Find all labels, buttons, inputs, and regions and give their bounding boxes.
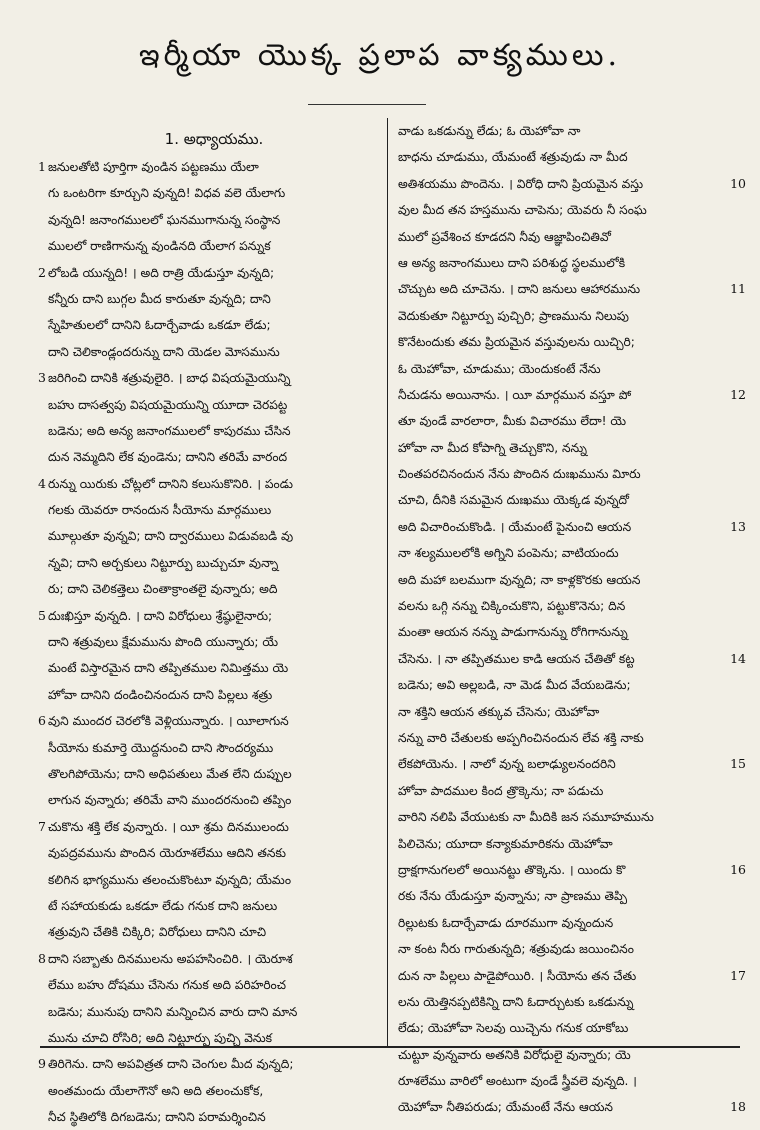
line-text: నీచుడను అయినాను. । యీ మార్గమున వస్తూ పో <box>398 387 632 402</box>
text-line <box>38 1051 380 1077</box>
line-text: శత్రువుని చేతికి చిక్కిరి; విరోధులు దానిని చూచి <box>48 925 267 940</box>
text-line <box>48 392 380 418</box>
verse-number: 10 <box>730 175 746 191</box>
text-line <box>398 725 712 751</box>
verse-number: 1 <box>38 159 46 174</box>
text-line <box>398 936 712 962</box>
line-text: ములలో రాణిగానున్న వుండినది యేలాగ పన్నుక <box>48 239 271 254</box>
line-text: యెహోవా నీతిపరుడు; యేమంటే నేను ఆయన <box>398 1100 613 1115</box>
line-text: నా శల్యములలోకి అగ్నిని పంపెను; వాటియందు <box>398 546 619 561</box>
line-text: రకు నేను యేడుస్తూ వున్నాను; నా ప్రాణము తెప్పి <box>398 889 628 904</box>
text-line <box>48 840 380 866</box>
line-text: సీయోను కుమార్తె యొద్దనుంచి దాని సౌందర్యము <box>48 740 274 755</box>
text-line <box>48 418 380 444</box>
verse-number: 14 <box>730 650 746 666</box>
text-line <box>398 989 712 1015</box>
right-column-lines <box>398 118 746 1121</box>
line-text: దుఃఖిస్తూ వున్నది. । దాని విరోధులు శ్రేష్ఠులైనారు; <box>48 608 273 623</box>
line-text: ఆ అన్య జనాంగములు దాని పరిశుద్ధ స్థలములోకి <box>398 255 626 270</box>
line-text: వుపద్రవమును పొందిన యెరూశలేము ఆదిని తనకు <box>48 846 286 861</box>
line-text: కలిగిన భాగ్యమును తలంచుకొంటూ వున్నది; యేమం <box>48 872 292 887</box>
text-line <box>48 761 380 787</box>
line-text: వాడు ఒకడున్ను లేడు; ఓ యెహోవా నా <box>398 124 581 138</box>
text-line <box>38 708 380 734</box>
text-line <box>398 1068 712 1094</box>
line-text: బడెను; మునుపు దానిని మన్నించిన వారు దాని మాన <box>48 1004 298 1019</box>
line-text: దున నెమ్మదిని లేక వుండెను; దానిని తరిమే వారంద <box>48 450 288 465</box>
text-line <box>398 118 712 144</box>
line-text: చుట్టూ వున్నవారు అతనికి విరోధులై వున్నారు; యె <box>398 1047 631 1062</box>
verse-number: 2 <box>38 264 46 280</box>
line-text: టే సహాయకుడు ఒకడూ లేడు గనుక దాని జనులు <box>48 898 278 913</box>
text-line <box>48 682 380 708</box>
text-line <box>398 646 746 672</box>
line-text: గు ఒంటరిగా కూర్చుని వున్నది! విధవ వలె యేలాగు <box>48 186 286 201</box>
page-title: ఇర్మీయా యొక్క ప్రలాప వాక్యములు. <box>138 38 622 73</box>
text-line <box>48 867 380 893</box>
text-line <box>398 144 712 170</box>
line-text: దాని చెలికాండ్లందరున్ను దాని యెడల మోసమును <box>48 344 280 359</box>
text-line <box>398 672 712 698</box>
line-text: ఓ యెహోవా, చూడుము; యెందుకంటే నేను <box>398 361 601 376</box>
text-line <box>398 699 712 725</box>
line-text: నా శక్తిని ఆయన తక్కువ చేసెను; యెహోవా <box>398 704 600 719</box>
text-line <box>48 787 380 813</box>
line-text: రిల్లుటకు ఓదార్చేవాడు దూరముగా వున్నందున <box>398 915 614 930</box>
text-line <box>398 197 712 223</box>
line-text: బడెను; అది అన్య జనాంగములలో కాపురము చేసిన <box>48 423 291 438</box>
text-line <box>48 550 380 576</box>
verse-number: 11 <box>730 281 746 297</box>
verse-number: 3 <box>38 370 46 386</box>
line-text: అది మహా బలముగా వున్నది; నా కాళ్లకొరకు ఆయన <box>398 572 641 587</box>
text-line <box>38 365 380 391</box>
text-line <box>398 910 712 936</box>
text-line <box>48 919 380 945</box>
line-text: మును చూచి రోసిరి; అది నిట్టూర్పు పుచ్చి వెనుక <box>48 1030 273 1045</box>
line-text: లాగున వున్నారు; తరిమే వాని ముందరనుంచి తప్పిం <box>48 793 292 808</box>
text-line <box>38 603 380 629</box>
line-text: మంటే విస్తారమైన దాని తప్పితముల నిమిత్తము యె <box>48 661 289 676</box>
line-text: నా కంట నీరు గారుతున్నది; శత్రువుడు జయించినం <box>398 942 634 957</box>
line-text: చొచ్చుట అది చూచెను. । దాని జనులు ఆహారమును <box>398 282 641 297</box>
text-line <box>398 857 746 883</box>
line-text: చేసెను. । నా తప్పితముల కాడి ఆయన చేతితో కట్ట <box>398 651 635 666</box>
verse-number: 15 <box>730 756 746 772</box>
verse-number: 12 <box>730 386 746 402</box>
verse-number: 18 <box>730 1099 746 1115</box>
text-line <box>48 286 380 312</box>
text-line <box>48 312 380 338</box>
line-text: లేకపోయెను. । నాలో వున్న బలాఢ్యులనందరిని <box>398 757 616 772</box>
line-text: అతిశయము పొందెను. । విరోధి దాని ప్రియమైన వస్తు <box>398 176 644 191</box>
text-line <box>48 893 380 919</box>
text-line <box>48 576 380 602</box>
verse-number: 17 <box>730 967 746 983</box>
line-text: పిలిచెను; యూదా కన్యాకుమారికను యెహోవా <box>398 836 613 851</box>
line-text: తిరిగెను. దాని అపవిత్రత దాని చెంగుల మీద వున్నది; <box>48 1057 294 1072</box>
bottom-rule <box>40 1046 740 1048</box>
text-line <box>398 382 746 408</box>
text-line <box>398 435 712 461</box>
text-line <box>398 751 746 777</box>
text-line <box>48 233 380 259</box>
line-text: మూల్గుతూ వున్నవి; దాని ద్వారములు విడువబడి వు <box>48 529 294 544</box>
line-text: దాని శత్రువులు క్షేమమును పొంది యున్నారు; యే <box>48 635 279 650</box>
line-text: ములో ప్రవేశించ కూడదని నీవు ఆజ్ఞాపించితివో <box>398 229 611 244</box>
line-text: హోవా పాదముల కింద త్రొక్కెను; నా పడుచు <box>398 783 604 798</box>
text-line <box>398 514 746 540</box>
line-text: అంతమందు యేలాగౌనో అని అది తలంచుకోక, <box>48 1083 264 1098</box>
line-text: దున నా పిల్లలు పాడైపోయిరి. । సీయోను తన చేతు <box>398 968 637 983</box>
text-line <box>48 735 380 761</box>
text-line <box>38 260 380 286</box>
left-column-lines <box>38 154 380 1130</box>
line-text: నీచ స్థితిలోకి దిగబడెను; దానిని పరామర్శించిన <box>48 1110 266 1125</box>
text-line <box>48 207 380 233</box>
text-line <box>398 567 712 593</box>
text-line <box>48 655 380 681</box>
text-line <box>38 154 380 180</box>
title-underline <box>308 104 426 105</box>
verse-number: 16 <box>730 861 746 877</box>
line-text: చింతపరచినందున నేను పొందిన దుఃఖమును విూరు <box>398 467 641 482</box>
line-text: బహు దాసత్వపు విషయమైయున్ని యూదా చెరపట్ట <box>48 397 288 412</box>
text-line <box>48 339 380 365</box>
line-text: తొలగిపోయెను; దాని అధిపతులు మేత లేని దుప్పుల <box>48 766 292 781</box>
text-line <box>398 963 746 989</box>
text-line <box>398 461 712 487</box>
line-text: బాధను చూడుము, యేమంటే శత్రువుడు నా మీద <box>398 150 628 165</box>
line-text: న్నవి; దాని అర్చకులు నిట్టూర్పు బుచ్చుచూ వున్నా <box>48 555 279 570</box>
text-line <box>398 303 712 329</box>
line-text: వుని ముందర చెరలోకి వెళ్లియున్నారు. । యీలాగున <box>48 714 289 729</box>
line-text: స్నేహితులలో దానిని ఓదార్చేవాడు ఒకడూ లేడు; <box>48 318 271 333</box>
verse-number: 8 <box>38 950 46 966</box>
line-text: బడెను; అవి అల్లబడి, నా మెడ మీద వేయబడెను; <box>398 678 631 693</box>
text-line <box>398 1015 712 1041</box>
text-line <box>48 972 380 998</box>
text-line <box>398 250 712 276</box>
text-line <box>398 593 712 619</box>
text-line <box>48 1078 380 1104</box>
text-line <box>398 171 746 197</box>
text-line <box>398 1094 746 1120</box>
line-text: తూ వుండే వారలారా, మీకు విచారము లేదా! యె <box>398 414 627 429</box>
line-text: చుకొను శక్తి లేక వున్నారు. । యీ శ్రమ దినములందు <box>48 819 289 834</box>
text-line <box>48 1104 380 1130</box>
text-line <box>38 814 380 840</box>
line-text: రూశలేము వారిలో అంటుగా వుండే స్త్రీవలె వున్నది. । <box>398 1074 637 1089</box>
text-line <box>398 831 712 857</box>
line-text: వెదుకుతూ నిట్టూర్పు పుచ్చిరి; ప్రాణమును నిలుపు <box>398 308 629 323</box>
line-text: అది విచారించుకొండి. । యేమంటే పైనుంచి ఆయన <box>398 519 632 534</box>
verse-number: 5 <box>38 607 46 623</box>
text-line <box>48 180 380 206</box>
line-text: కొనేటందుకు తమ ప్రియమైన వస్తువులను యిచ్చిరి; <box>398 335 635 350</box>
text-line <box>48 444 380 470</box>
line-text: వున్నది! జనాంగములలో ఘనముగానున్న సంస్థాన <box>48 212 281 227</box>
text-line <box>398 540 712 566</box>
text-line <box>398 778 712 804</box>
chapter-heading: 1. అధ్యాయము. <box>164 130 264 148</box>
verse-number: 4 <box>38 475 46 491</box>
text-line <box>398 487 712 513</box>
text-line <box>48 523 380 549</box>
text-line <box>398 356 712 382</box>
text-line <box>398 408 712 434</box>
text-line <box>398 224 712 250</box>
line-text: మంతా ఆయన నన్ను పాడుగానున్ను రోగిగానున్ను <box>398 625 628 640</box>
line-text: చూచి, దీనికి సమమైన దుఃఖము యెక్కడ వున్నదో <box>398 493 630 508</box>
column-divider <box>387 118 388 1048</box>
verse-number: 6 <box>38 713 46 729</box>
line-text: వుల మీద తన హస్తమును చాపెను; యెవరు నీ సంఘ <box>398 203 647 218</box>
text-line <box>398 329 712 355</box>
text-line <box>398 619 712 645</box>
line-text: హోవా నా మీద కోపాగ్ని తెచ్చుకొని, నన్ను <box>398 440 587 455</box>
verse-number: 9 <box>38 1056 46 1072</box>
text-line <box>398 276 746 302</box>
line-text: జనులతోటి పూర్తిగా వుండిన పట్టణము యేలా <box>48 160 259 174</box>
text-line <box>48 497 380 523</box>
text-line <box>38 471 380 497</box>
line-text: వారిని నలిపి వేయుటకు నా మీదికి జన సమూహమును <box>398 810 654 825</box>
line-text: వలను ఒగ్గి నన్ను చిక్కించుకొని, పట్టుకొనెను; దిన <box>398 599 626 614</box>
right-column <box>398 118 746 1121</box>
line-text: దాని సబ్బాతు దినములను అపహసించిరి. । యెరూశ <box>48 951 293 966</box>
verse-number: 13 <box>730 518 746 534</box>
line-text: కన్నీరు దాని బుగ్గల మీద కారుతూ వున్నది; దాని <box>48 291 271 306</box>
line-text: లోబడి యున్నది! । అది రాత్రి యేడుస్తూ వున్నది; <box>48 265 275 280</box>
text-line <box>48 999 380 1025</box>
text-line <box>38 946 380 972</box>
text-line <box>398 883 712 909</box>
line-text: లేము బహు దోషము చేసెను గనుక అది పరిహరించ <box>48 978 286 993</box>
text-line <box>48 629 380 655</box>
verse-number: 7 <box>38 818 46 834</box>
left-column <box>38 118 380 1130</box>
line-text: ద్రాక్షగానుగలలో అయినట్టు తొక్కెను. । యిందు కొ <box>398 862 626 877</box>
line-text: రున్ను యిరుకు చోట్లలో దానిని కలుసుకొనిరి. । పండు <box>48 476 293 491</box>
line-text: లేడు; యెహోవా సెలవు యిచ్చెను గనుక యాకోబు <box>398 1021 629 1036</box>
line-text: రు; దాని చెలికత్తెలు చింతాక్రాంతలై వున్నారు; అది <box>48 582 278 597</box>
line-text: గలకు యెవరూ రానందున సీయోను మార్గములు <box>48 503 272 518</box>
line-text: నన్ను వారి చేతులకు అప్పగించినందున లేవ శక్తి నాకు <box>398 730 644 745</box>
line-text: లను యెత్తినప్పటికిన్ని దాని ఓదార్చుటకు ఒకడున్ను <box>398 994 634 1009</box>
line-text: హోవా దానిని దండించినందున దాని పిల్లలు శత్రు <box>48 687 273 702</box>
text-line <box>398 804 712 830</box>
line-text: జరిగించి దానికి శత్రువులైరి. । బాధ విషయమైయున్ని <box>48 371 291 386</box>
